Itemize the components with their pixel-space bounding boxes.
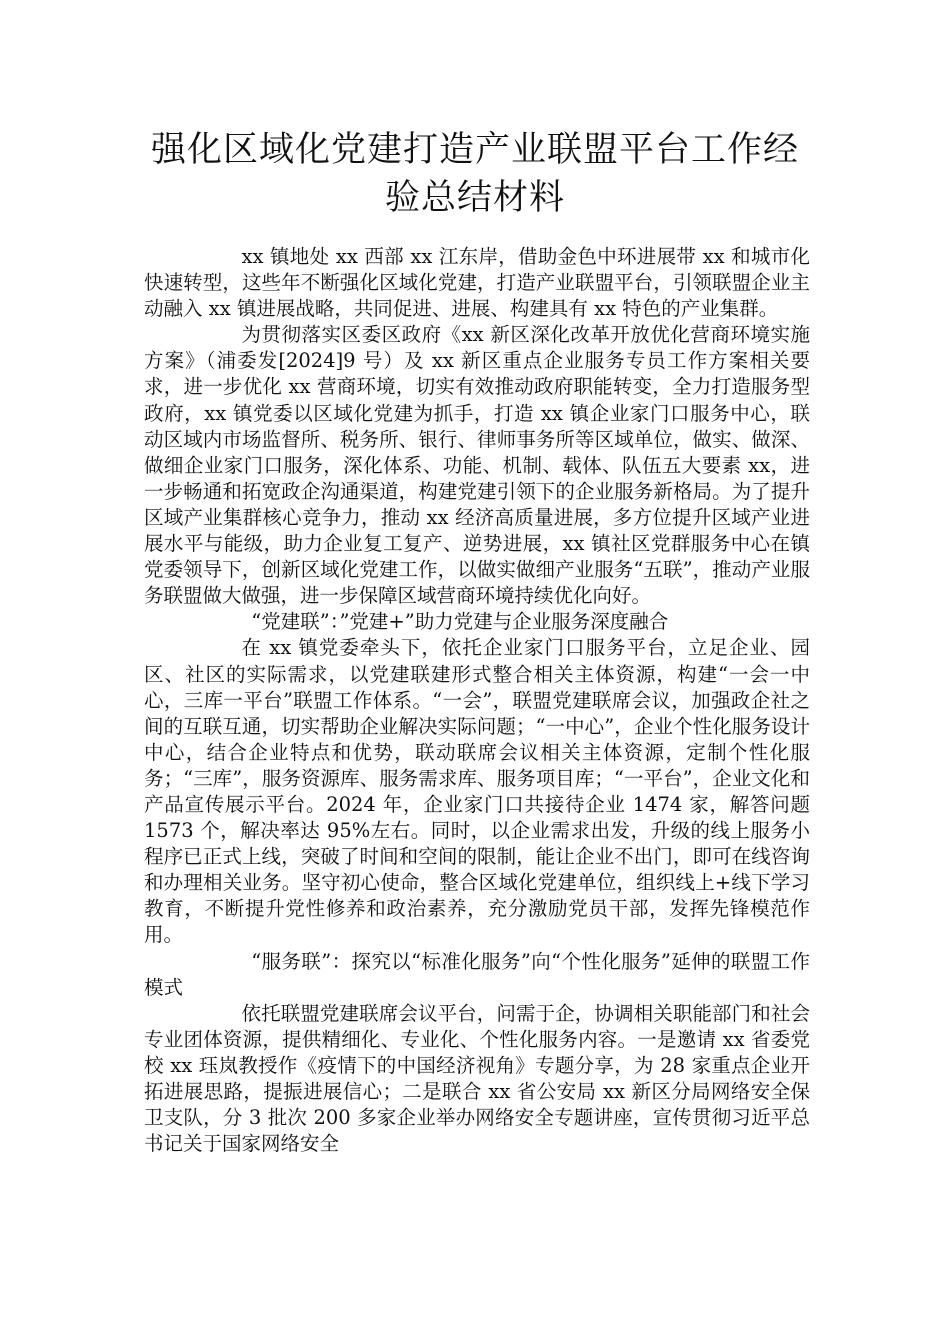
section-heading-service: “服务联”：探究以“标准化服务”向“个性化服务”延伸的联盟工作模式	[144, 949, 810, 999]
title-line-2: 验总结材料	[384, 178, 565, 218]
document-body	[144, 244, 810, 1157]
paragraph-intro: xx 镇地处 xx 西部 xx 江东岸，借助金色中环进展带 xx 和城市化快速转型，这些年不断强化区域化党建，打造产业联盟平台，引领联盟企业主动融入 xx 镇进展战略，共同促进、进展、构建具有 xx 特色的产业集群。	[144, 245, 810, 321]
paragraph-party-building: 在 xx 镇党委牵头下，依托企业家门口服务平台，立足企业、园区、社区的实际需求，以党建联建形式整合相关主体资源，构建“一会一中心，三库一平台”联盟工作体系。“一会”，联盟党建联席会议，加强政企社之间的互联互通，切实帮助企业解决实际问题；“一中心”，企业个性化服务设计中心，结合企业特点和优势，联动联席会议相关主体资源，定制个性化服务；“三库”，服务资源库、服务需求库、服务项目库；“一平台”，企业文化和产品宣传展示平台。2024 年，企业家门口共接待企业 1474 家，解答问题 1573 个，解决率达 95%左右。同时，以企业需求出发，升级的线上服务小程序已正式上线，突破了时间和空间的限制，能让企业不出门，即可在线咨询和办理相关业务。坚守初心使命，整合区域化党建单位，组织线上+线下学习教育，不断提升党性修养和政治素养，充分激励党员干部，发挥先锋模范作用。	[144, 636, 810, 947]
section-heading-party-building: “党建联”：”党建+”助力党建与企业服务深度融合	[251, 610, 669, 634]
document-title	[100, 126, 850, 222]
title-line-1: 强化区域化党建打造产业联盟平台工作经	[150, 130, 799, 170]
paragraph-background: 为贯彻落实区委区政府《xx 新区深化改革开放优化营商环境实施方案》（浦委发[2024]9 号）及 xx 新区重点企业服务专员工作方案相关要求，进一步优化 xx 营商环境，切实有效推动政府职能转变，全力打造服务型政府，xx 镇党委以区域化党建为抓手，打造 xx 镇企业家门口服务中心，联动区域内市场监督所、税务所、银行、律师事务所等区域单位，做实、做深、做细企业家门口服务，深化体系、功能、机制、载体、队伍五大要素 xx，进一步畅通和拓宽政企沟通渠道，构建党建引领下的企业服务新格局。为了提升区域产业集群核心竞争力，推动 xx 经济高质量进展，多方位提升区域产业进展水平与能级，助力企业复工复产、逆势进展，xx 镇社区党群服务中心在镇党委领导下，创新区域化党建工作，以做实做细产业服务“五联”，推动产业服务联盟做大做强，进一步保障区域营商环境持续优化向好。	[144, 323, 810, 608]
paragraph-service: 依托联盟党建联席会议平台，问需于企，协调相关职能部门和社会专业团体资源，提供精细化、专业化、个性化服务内容。一是邀请 xx 省委党校 xx 珏岚教授作《疫情下的中国经济视角》专题分享，为 28 家重点企业开拓进展思路，提振进展信心；二是联合 xx 省公安局 xx 新区分局网络安全保卫支队，分 3 批次 200 多家企业举办网络安全专题讲座，宣传贯彻习近平总书记关于国家网络安全	[144, 1001, 810, 1156]
